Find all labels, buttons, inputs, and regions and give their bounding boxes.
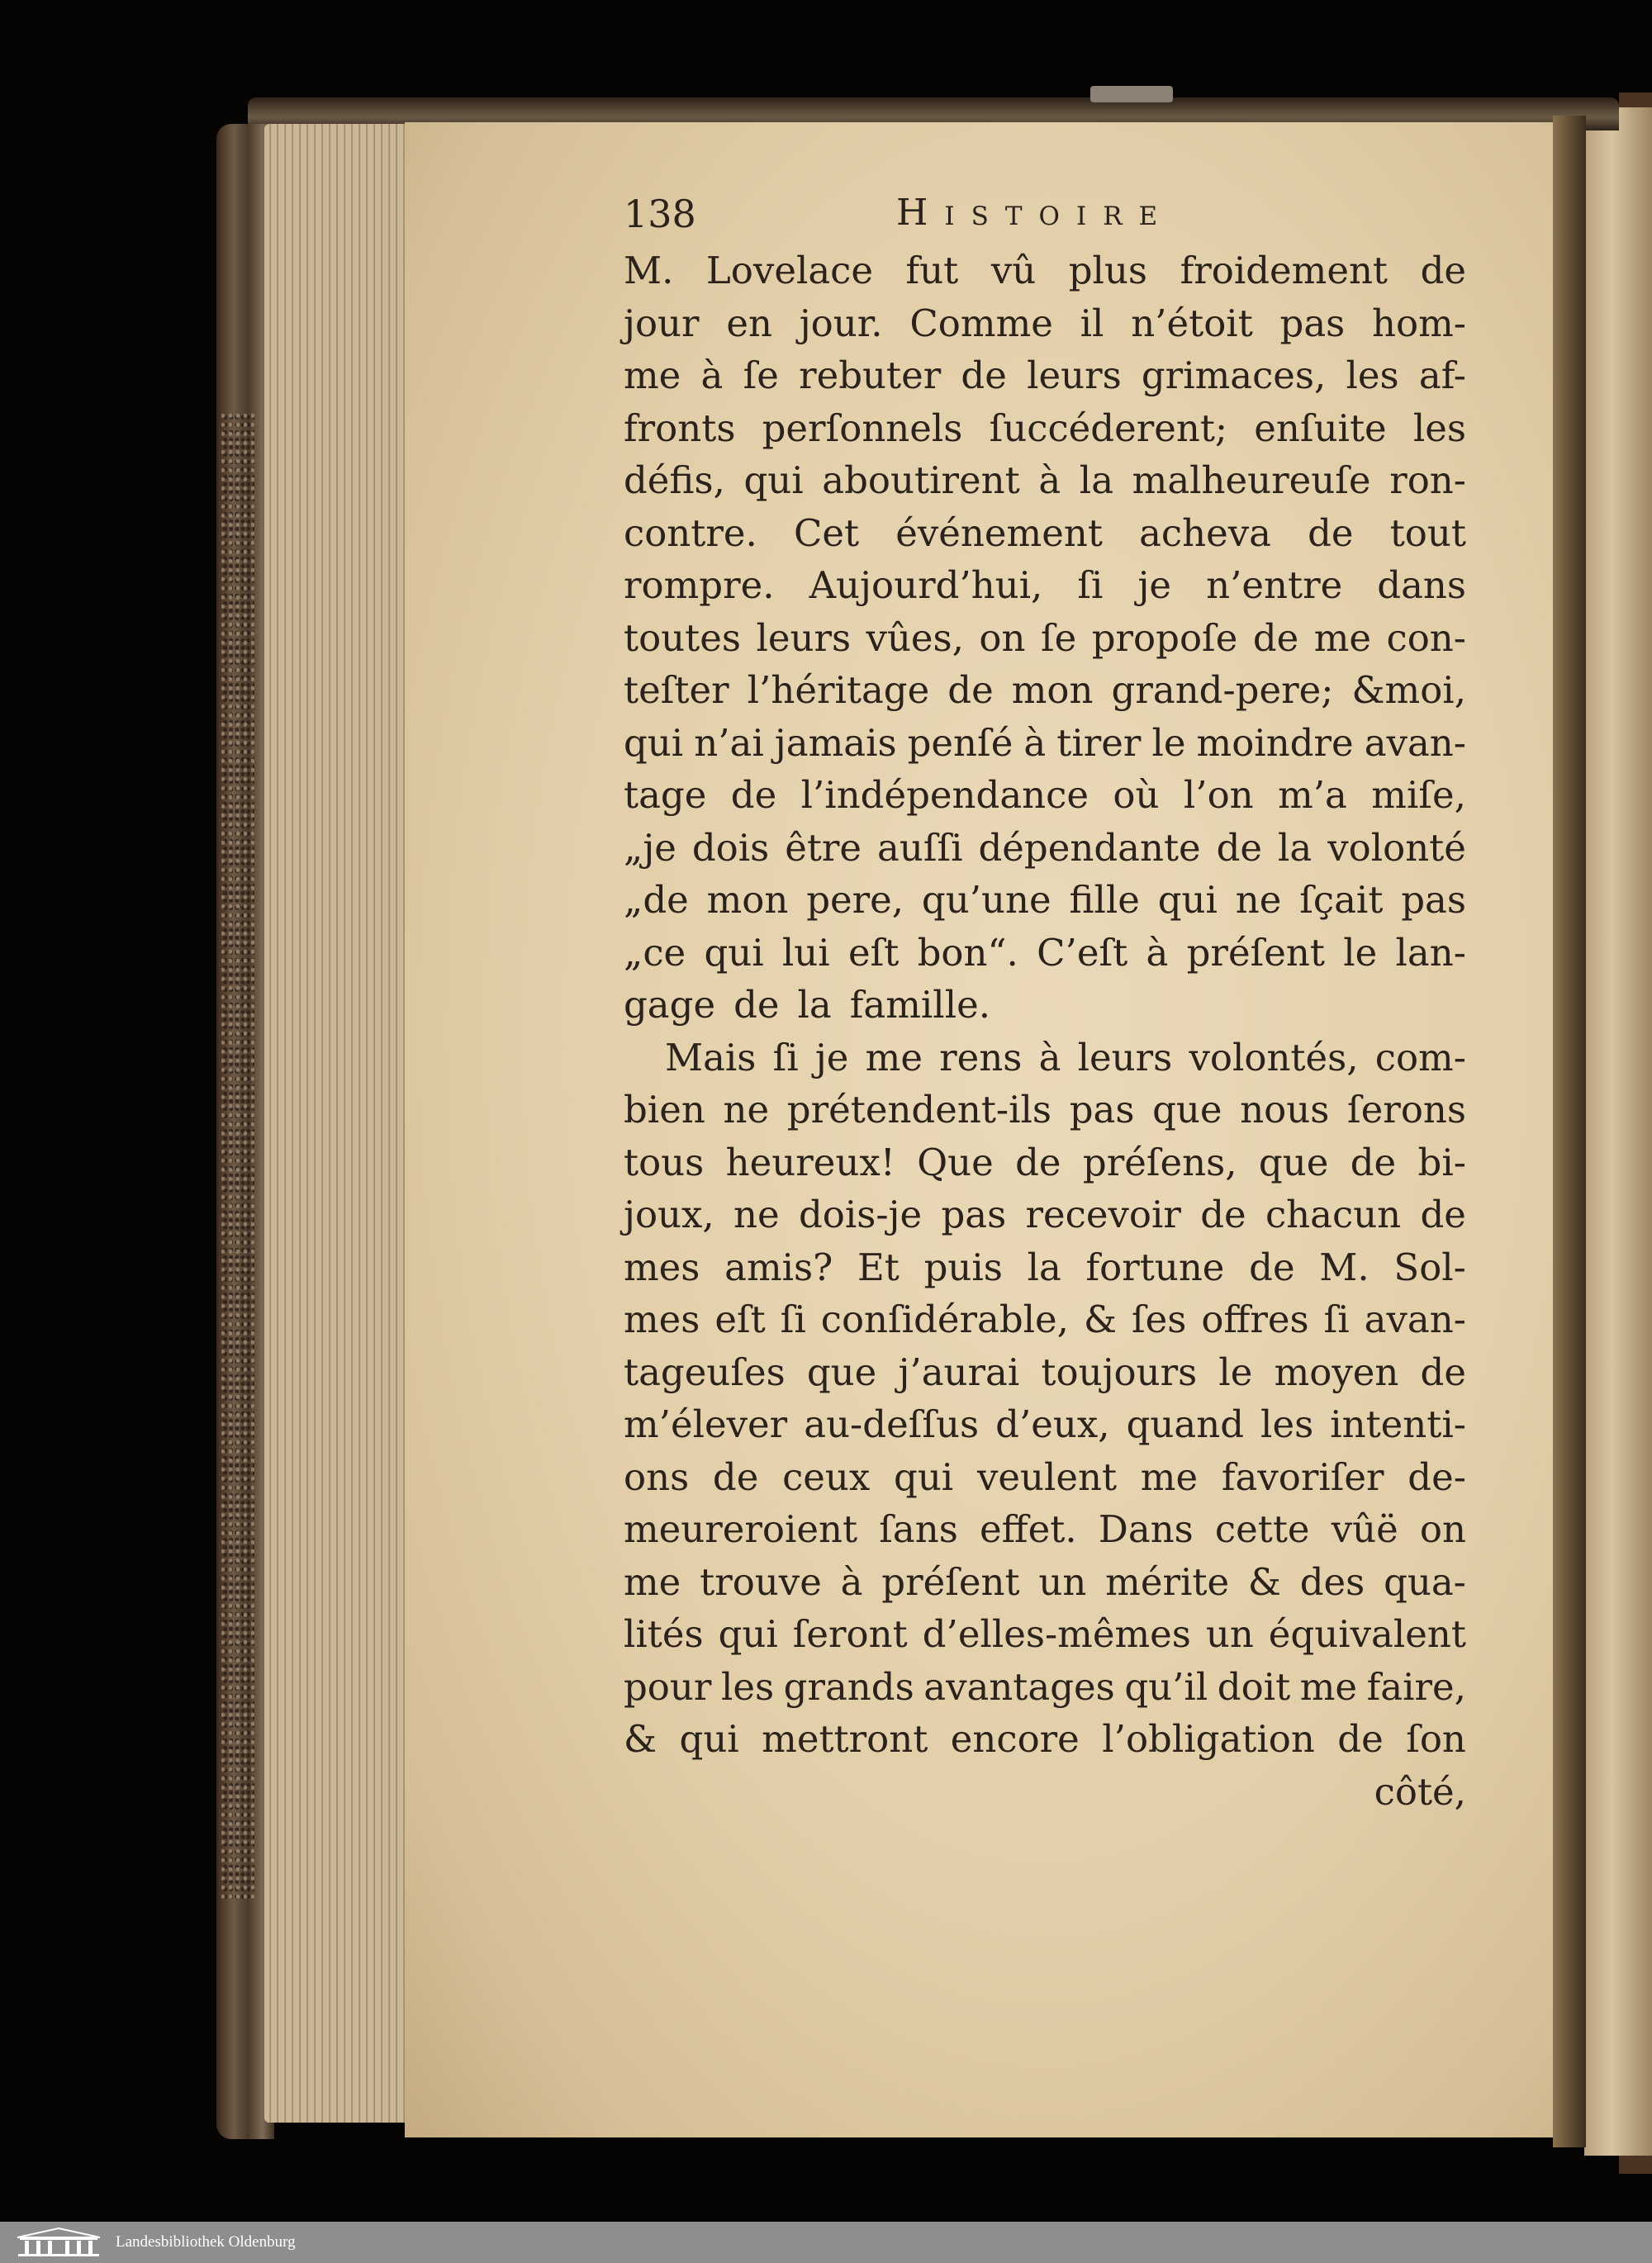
word: af- xyxy=(1418,353,1466,397)
word: toutes xyxy=(624,615,741,660)
word: de xyxy=(947,668,994,712)
word: à xyxy=(1038,458,1061,502)
word: mon xyxy=(706,878,789,922)
word: mérite xyxy=(1105,1559,1230,1604)
word: ne xyxy=(1235,878,1282,922)
word: leurs xyxy=(1027,353,1122,397)
word: la xyxy=(797,983,832,1027)
word: acheva xyxy=(1139,510,1271,555)
text-line xyxy=(624,1188,1466,1241)
word: eſt xyxy=(714,1298,766,1341)
word: en xyxy=(726,301,772,345)
word: fortune xyxy=(1085,1245,1225,1289)
word: de xyxy=(1337,1717,1384,1761)
word: vûë xyxy=(1331,1507,1398,1551)
word: qua- xyxy=(1384,1559,1466,1604)
running-head xyxy=(624,192,1466,244)
word: famille. xyxy=(849,983,991,1027)
word: ſçait xyxy=(1299,878,1384,922)
word: conſidérable, xyxy=(820,1298,1069,1341)
word: qui xyxy=(704,930,764,975)
word: rompre. xyxy=(624,563,775,607)
word: grands xyxy=(783,1664,914,1709)
word: gage xyxy=(624,983,716,1027)
word: lités xyxy=(624,1612,704,1656)
word: m’a xyxy=(1278,773,1347,817)
text-line xyxy=(624,927,1466,980)
word: ons xyxy=(624,1454,690,1499)
word: qui xyxy=(718,1612,778,1656)
word: défis, xyxy=(624,458,725,502)
text-line xyxy=(624,1608,1466,1661)
word: M. xyxy=(1319,1245,1370,1289)
word: moindre xyxy=(1196,720,1354,765)
word: à xyxy=(1038,1035,1061,1079)
text-line xyxy=(624,1398,1466,1451)
word: „de xyxy=(624,878,689,922)
word: ceux xyxy=(782,1454,871,1499)
text-line xyxy=(624,1661,1466,1714)
word: qui xyxy=(679,1717,739,1761)
word: équivalent xyxy=(1268,1612,1466,1656)
word: „ce xyxy=(624,930,686,975)
word: jour. xyxy=(799,301,883,345)
word: fut xyxy=(905,249,959,292)
word: ſeront xyxy=(792,1612,908,1656)
word: amis? xyxy=(724,1245,833,1289)
word: tageuſes xyxy=(624,1350,786,1394)
word: les xyxy=(1412,406,1466,450)
word: lui xyxy=(781,930,830,975)
word: trouve xyxy=(700,1559,822,1604)
word: dois xyxy=(691,825,770,870)
word: préſent xyxy=(1186,930,1325,975)
word: Cet xyxy=(793,510,860,555)
word: chacun xyxy=(1265,1193,1402,1236)
word: bien xyxy=(624,1088,705,1132)
word: ron- xyxy=(1389,458,1466,502)
word: fronts xyxy=(624,406,736,450)
running-title: Histoire xyxy=(896,192,1175,234)
word: effet. xyxy=(980,1507,1077,1551)
word: veulent xyxy=(976,1454,1118,1499)
text-line xyxy=(624,717,1466,770)
word: tout xyxy=(1389,510,1466,555)
word: me xyxy=(1140,1454,1199,1499)
word: de xyxy=(961,353,1007,397)
word: grand-pere; xyxy=(1111,668,1334,712)
word: favoriſer xyxy=(1221,1454,1384,1499)
word: l’obligation xyxy=(1102,1717,1315,1761)
word: ne xyxy=(733,1193,780,1236)
word: qu’une xyxy=(921,878,1051,922)
word: fille xyxy=(1069,878,1140,922)
text-line xyxy=(624,664,1466,717)
word: Dans xyxy=(1098,1507,1194,1551)
word: bon“. xyxy=(917,930,1018,975)
word: moyen xyxy=(1274,1350,1399,1394)
word: où xyxy=(1113,773,1160,817)
text-line xyxy=(624,507,1466,560)
text-line xyxy=(624,822,1466,875)
word: me xyxy=(865,1035,923,1079)
word: la xyxy=(1027,1245,1061,1289)
text-line xyxy=(624,1503,1466,1556)
word: ſuccéderent; xyxy=(989,406,1228,450)
word: les xyxy=(1346,353,1399,397)
word: on xyxy=(979,615,1026,660)
word: on xyxy=(1419,1507,1466,1551)
word: quand xyxy=(1126,1402,1244,1446)
word: Mais xyxy=(665,1035,757,1079)
word: d’elles-mêmes xyxy=(922,1612,1191,1656)
word: teſter xyxy=(624,668,729,712)
word: de xyxy=(1350,1140,1397,1184)
page-gutter xyxy=(1553,116,1586,2147)
word: intenti- xyxy=(1330,1402,1466,1446)
word: l’on xyxy=(1183,773,1254,817)
word: hom- xyxy=(1372,301,1466,345)
text-line xyxy=(624,1346,1466,1399)
word: tirer xyxy=(1056,720,1142,765)
word: „je xyxy=(624,825,676,870)
word: de xyxy=(1308,510,1354,555)
word: qu’il xyxy=(1124,1664,1208,1709)
word: le xyxy=(1218,1350,1253,1394)
word: encore xyxy=(950,1717,1080,1761)
text-line xyxy=(624,612,1466,665)
word: n’entre xyxy=(1206,563,1343,607)
word: la xyxy=(1278,825,1313,870)
word: pas xyxy=(1279,301,1346,345)
word: vûes, xyxy=(866,615,964,660)
word: aboutirent xyxy=(822,458,1020,502)
word: enſuite xyxy=(1254,406,1387,450)
word: Comme xyxy=(909,301,1053,345)
word: ſes xyxy=(1131,1298,1187,1341)
word: un xyxy=(1205,1612,1254,1656)
word: volonté xyxy=(1327,825,1466,870)
word: je xyxy=(1137,563,1172,607)
word: pour xyxy=(624,1664,712,1709)
word: au-deſſus xyxy=(804,1402,980,1446)
word: auſſi xyxy=(877,825,963,870)
word: nous xyxy=(1240,1088,1330,1132)
word: &moi, xyxy=(1351,668,1466,712)
word: com- xyxy=(1374,1035,1466,1079)
word: C’eſt xyxy=(1037,930,1128,975)
word: volontés, xyxy=(1189,1035,1359,1079)
word: le xyxy=(1151,720,1186,765)
word: joux, xyxy=(624,1193,714,1236)
word: Aujourd’hui, xyxy=(809,563,1043,607)
text-line xyxy=(624,769,1466,822)
word: dois-je xyxy=(798,1193,923,1236)
word: qui xyxy=(1157,878,1218,922)
word: l’indépendance xyxy=(800,773,1089,817)
word: faire, xyxy=(1366,1664,1466,1709)
word: tous xyxy=(624,1140,705,1184)
word: ſe xyxy=(743,353,779,397)
word: leurs xyxy=(756,615,852,660)
book-clasp xyxy=(1090,86,1173,102)
word: & xyxy=(624,1717,657,1761)
text-line xyxy=(624,979,1466,1032)
word: l’héritage xyxy=(747,668,930,712)
word: être xyxy=(785,825,862,870)
text-line xyxy=(624,1136,1466,1189)
word: de xyxy=(1200,1193,1246,1236)
word: que xyxy=(1152,1088,1222,1132)
word: pere, xyxy=(806,878,904,922)
page-text xyxy=(624,192,1466,1818)
word: les xyxy=(720,1664,775,1709)
word: un xyxy=(1038,1559,1087,1604)
word: vû xyxy=(990,249,1037,292)
catchword-line xyxy=(624,1766,1466,1819)
word: propoſe xyxy=(1091,615,1238,660)
word: la xyxy=(1079,458,1114,502)
word: Lovelace xyxy=(705,249,874,292)
word: rebuter xyxy=(799,353,942,397)
word: & xyxy=(1083,1298,1118,1341)
word: mes xyxy=(624,1245,700,1289)
text-line xyxy=(624,874,1466,927)
word: de xyxy=(1249,1245,1295,1289)
word: m’élever xyxy=(624,1402,788,1446)
word: qui xyxy=(743,458,804,502)
word: lan- xyxy=(1395,930,1466,975)
word: de xyxy=(712,1454,759,1499)
word: eſt xyxy=(847,930,900,975)
body-text xyxy=(624,244,1466,1766)
word: leurs xyxy=(1077,1035,1173,1079)
word: de xyxy=(1420,1193,1466,1236)
word: toujours xyxy=(1041,1350,1198,1394)
text-line xyxy=(624,1084,1466,1136)
word: à xyxy=(700,353,724,397)
word: contre. xyxy=(624,510,757,555)
word: mes xyxy=(624,1298,700,1341)
text-line xyxy=(624,244,1466,297)
text-line xyxy=(624,1556,1466,1609)
word: de xyxy=(733,983,780,1027)
word: de xyxy=(1015,1140,1061,1184)
text-line xyxy=(624,559,1466,612)
word: des xyxy=(1299,1559,1365,1604)
text-line xyxy=(624,454,1466,507)
word: M. xyxy=(624,249,674,292)
word: n’étoit xyxy=(1131,301,1253,345)
word: jour xyxy=(624,301,700,345)
word: de xyxy=(1216,825,1263,870)
word: ſi xyxy=(780,1298,806,1341)
word: jamais xyxy=(774,720,897,765)
word: miſe, xyxy=(1371,773,1466,817)
word: rens xyxy=(939,1035,1023,1079)
word: ſi xyxy=(1323,1298,1350,1341)
footer-bar xyxy=(0,2222,1652,2263)
word: de- xyxy=(1408,1454,1466,1499)
word: me xyxy=(624,353,681,397)
word: de xyxy=(1420,1350,1466,1394)
word: froidement xyxy=(1180,249,1389,292)
word: ſans xyxy=(879,1507,958,1551)
word: cette xyxy=(1214,1507,1310,1551)
word: préſent xyxy=(881,1559,1020,1604)
word: événement xyxy=(895,510,1103,555)
word: ſerons xyxy=(1347,1088,1466,1132)
facing-page-edge xyxy=(1584,107,1652,2156)
word: ſe xyxy=(1040,615,1077,660)
word: grimaces, xyxy=(1141,353,1327,397)
word: me xyxy=(624,1559,681,1604)
word: ſi xyxy=(1077,563,1104,607)
word: avantages xyxy=(923,1664,1115,1709)
word: Que xyxy=(917,1140,994,1184)
word: Sol- xyxy=(1393,1245,1466,1289)
word: les xyxy=(1260,1402,1314,1446)
word: qui xyxy=(624,720,684,765)
word: à xyxy=(1146,930,1169,975)
word: préſens, xyxy=(1082,1140,1237,1184)
text-line xyxy=(624,402,1466,455)
word: penſé xyxy=(907,720,1014,765)
word: qui xyxy=(894,1454,954,1499)
spine-marbling xyxy=(221,413,254,1900)
word: j’aurai xyxy=(898,1350,1020,1394)
word: recevoir xyxy=(1025,1193,1181,1236)
word: dépendante xyxy=(978,825,1201,870)
word: dans xyxy=(1377,563,1466,607)
text-line xyxy=(624,1713,1466,1766)
word: que xyxy=(1258,1140,1329,1184)
word: ne xyxy=(723,1088,770,1132)
word: de xyxy=(730,773,777,817)
word: ſon xyxy=(1406,1717,1466,1761)
text-line xyxy=(624,1032,1466,1084)
word: le xyxy=(1343,930,1378,975)
word: n’ai xyxy=(694,720,764,765)
word: heureux! xyxy=(725,1140,895,1184)
word: avan- xyxy=(1364,720,1466,765)
page-number: 138 xyxy=(624,192,696,236)
word: à xyxy=(1023,720,1047,765)
catchword: côté, xyxy=(1374,1769,1466,1814)
word: con- xyxy=(1386,615,1466,660)
word: à xyxy=(840,1559,863,1604)
word: doit xyxy=(1217,1664,1291,1709)
text-line xyxy=(624,349,1466,402)
word: bi- xyxy=(1417,1140,1466,1184)
word: puis xyxy=(923,1245,1003,1289)
word: que xyxy=(806,1350,877,1394)
text-line xyxy=(624,1451,1466,1504)
text-line xyxy=(624,297,1466,350)
page-edges xyxy=(264,124,413,2123)
word: prétendent-ils xyxy=(786,1088,1052,1132)
text-line xyxy=(624,1293,1466,1346)
word: me xyxy=(1313,615,1372,660)
word: mettront xyxy=(762,1717,928,1761)
word: d’eux, xyxy=(995,1402,1110,1446)
word: avan- xyxy=(1364,1298,1466,1341)
word: Et xyxy=(857,1245,900,1289)
word: & xyxy=(1247,1559,1281,1604)
text-line xyxy=(624,1241,1466,1294)
word: il xyxy=(1080,301,1104,345)
word: plus xyxy=(1068,249,1148,292)
word: je xyxy=(814,1035,849,1079)
word: meureroient xyxy=(624,1507,858,1551)
library-building-icon xyxy=(13,2226,104,2259)
word: malheureuſe xyxy=(1132,458,1371,502)
word: mon xyxy=(1011,668,1094,712)
word: pas xyxy=(941,1193,1007,1236)
word: ſi xyxy=(772,1035,799,1079)
word: me xyxy=(1299,1664,1358,1709)
library-name: Landesbibliothek Oldenburg xyxy=(116,2233,296,2251)
word: de xyxy=(1420,249,1466,292)
word: pas xyxy=(1401,878,1466,922)
word: offres xyxy=(1201,1298,1309,1341)
word: tage xyxy=(624,773,707,817)
word: perſonnels xyxy=(762,406,963,450)
word: de xyxy=(1252,615,1299,660)
word: pas xyxy=(1069,1088,1135,1132)
